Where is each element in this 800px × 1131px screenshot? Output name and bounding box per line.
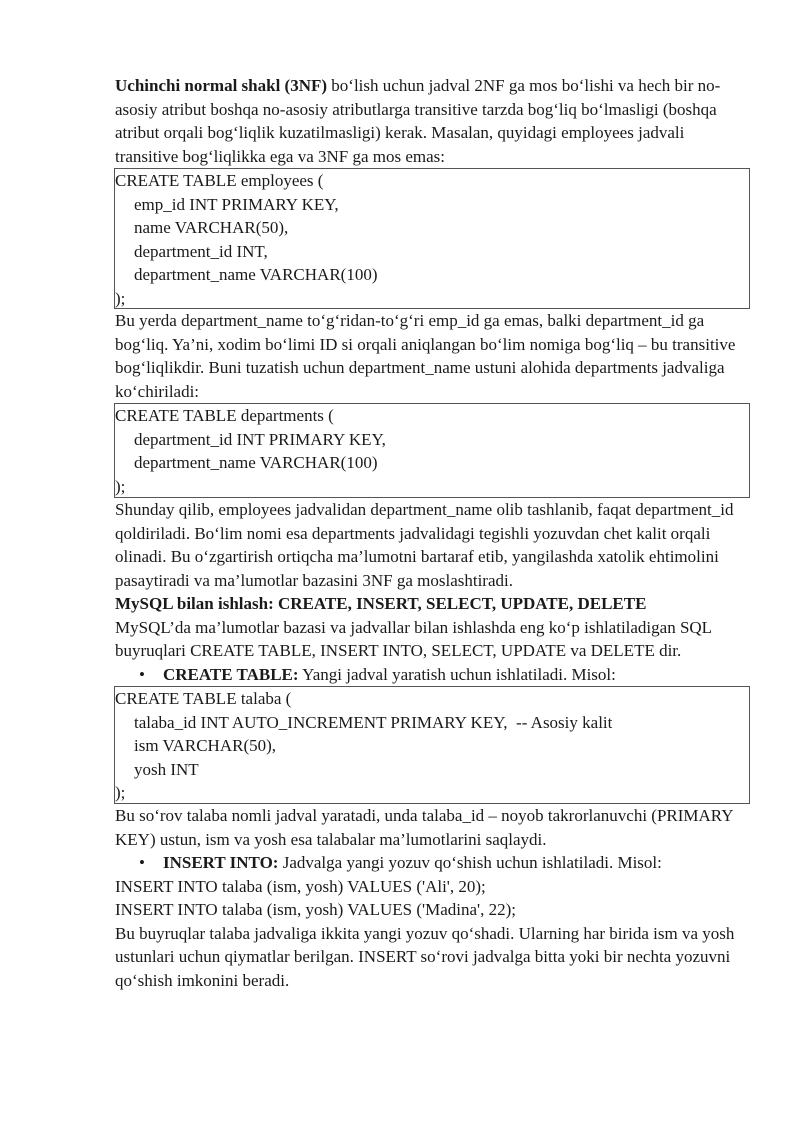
code-line: department_name VARCHAR(100) xyxy=(134,453,378,472)
code-block-employees xyxy=(114,168,750,309)
code-line: department_id INT PRIMARY KEY, xyxy=(134,429,386,449)
paragraph-mysql-intro: MySQL’da ma’lumotlar bazasi va jadvallar bilan ishlashda eng ko‘p ishlatiladigan SQL buyruqlari CREATE TABLE, INSERT INTO, SELECT, UPDATE va DELETE dir. xyxy=(115,617,712,660)
code-line: CREATE TABLE employees ( xyxy=(115,171,324,190)
term-3nf: Uchinchi normal shakl (3NF) xyxy=(115,76,328,95)
code-line: ); xyxy=(115,476,126,496)
code-line: name VARCHAR(50), xyxy=(134,218,289,237)
code-line: ); xyxy=(115,288,126,308)
paragraph-3nf-intro xyxy=(115,74,750,168)
insert-statement-2: INSERT INTO talaba (ism, yosh) VALUES ('Madina', 22); xyxy=(115,900,516,919)
bullet-insert-into xyxy=(115,851,750,875)
code-line: department_name VARCHAR(100) xyxy=(134,265,378,284)
code-line: talaba_id INT AUTO_INCREMENT PRIMARY KEY, -- Asosiy kalit xyxy=(134,712,613,732)
code-line: department_id INT, xyxy=(134,241,268,261)
paragraph-3nf-intro-text: bo‘lish uchun jadval 2NF ga mos bo‘lishi va hech bir no-asosiy atribut boshqa no-asosiy atributlarga transitive tarzda bog‘liq bo‘lmasligi (boshqa atribut orqali bog‘liqlik kuzatilmasligi) kerak. Masalan, quyidagi employees jadvali transitive bog‘liqlikka ega va 3NF ga mos emas: xyxy=(115,76,721,166)
paragraph-transitive: Bu yerda department_name to‘g‘ridan-to‘g‘ri emp_id ga emas, balki department_id ga bog‘liq. Ya’ni, xodim bo‘limi ID si orqali aniqlangan bo‘lim nomiga bog‘liq – bu transitive bog‘liqlikdir. Buni tuzatish uchun department_name ustuni alohida departments jadvaliga ko‘chiriladi: xyxy=(115,311,736,401)
code-line: ism VARCHAR(50), xyxy=(134,736,277,755)
code-block-talaba xyxy=(114,686,750,804)
bullet-insert-into-text: Jadvalga yangi yozuv qo‘shish uchun ishlatiladi. Misol: xyxy=(278,853,662,872)
code-line: CREATE TABLE talaba ( xyxy=(115,689,292,708)
paragraph-3nf-result: Shunday qilib, employees jadvalidan department_name olib tashlanib, faqat department_id qoldiriladi. Bo‘lim nomi esa departments jadvalidagi tegishli yozuvdan chet kalit orqali olinadi. Bu o‘zgartirish ortiqcha ma’lumotni bartaraf etib, yangilashda xatolik ehtimolini pasaytiradi va ma’lumotlar bazasini 3NF ga moslashtiradi. xyxy=(115,500,734,590)
code-line: yosh INT xyxy=(134,759,199,779)
code-line: CREATE TABLE departments ( xyxy=(115,406,334,425)
code-line: ); xyxy=(115,783,126,802)
paragraph-talaba-explain: Bu so‘rov talaba nomli jadval yaratadi, unda talaba_id – noyob takrorlanuvchi (PRIMARY KEY) ustun, ism va yosh esa talabalar ma’lumotlarini saqlaydi. xyxy=(115,806,733,849)
bullet-create-table xyxy=(115,663,750,687)
code-line: emp_id INT PRIMARY KEY, xyxy=(134,194,339,214)
bullet-dot-icon: • xyxy=(139,853,145,872)
insert-statement-1: INSERT INTO talaba (ism, yosh) VALUES ('Ali', 20); xyxy=(115,876,486,896)
bullet-insert-into-term: INSERT INTO: xyxy=(163,853,279,872)
bullet-dot-icon: • xyxy=(139,664,145,684)
bullet-create-table-text: Yangi jadval yaratish uchun ishlatiladi. Misol: xyxy=(298,664,616,684)
paragraph-insert-explain: Bu buyruqlar talaba jadvaliga ikkita yangi yozuv qo‘shadi. Ularning har birida ism va yosh ustunlari uchun qiymatlar berilgan. INSERT so‘rovi jadvalga bitta yoki bir nechta yozuvni qo‘shish imkonini beradi. xyxy=(115,923,735,990)
bullet-create-table-term: CREATE TABLE: xyxy=(163,664,299,684)
code-block-departments xyxy=(114,403,750,498)
section-heading-mysql: MySQL bilan ishlash: CREATE, INSERT, SELECT, UPDATE, DELETE xyxy=(115,594,647,613)
document-page xyxy=(115,74,750,992)
